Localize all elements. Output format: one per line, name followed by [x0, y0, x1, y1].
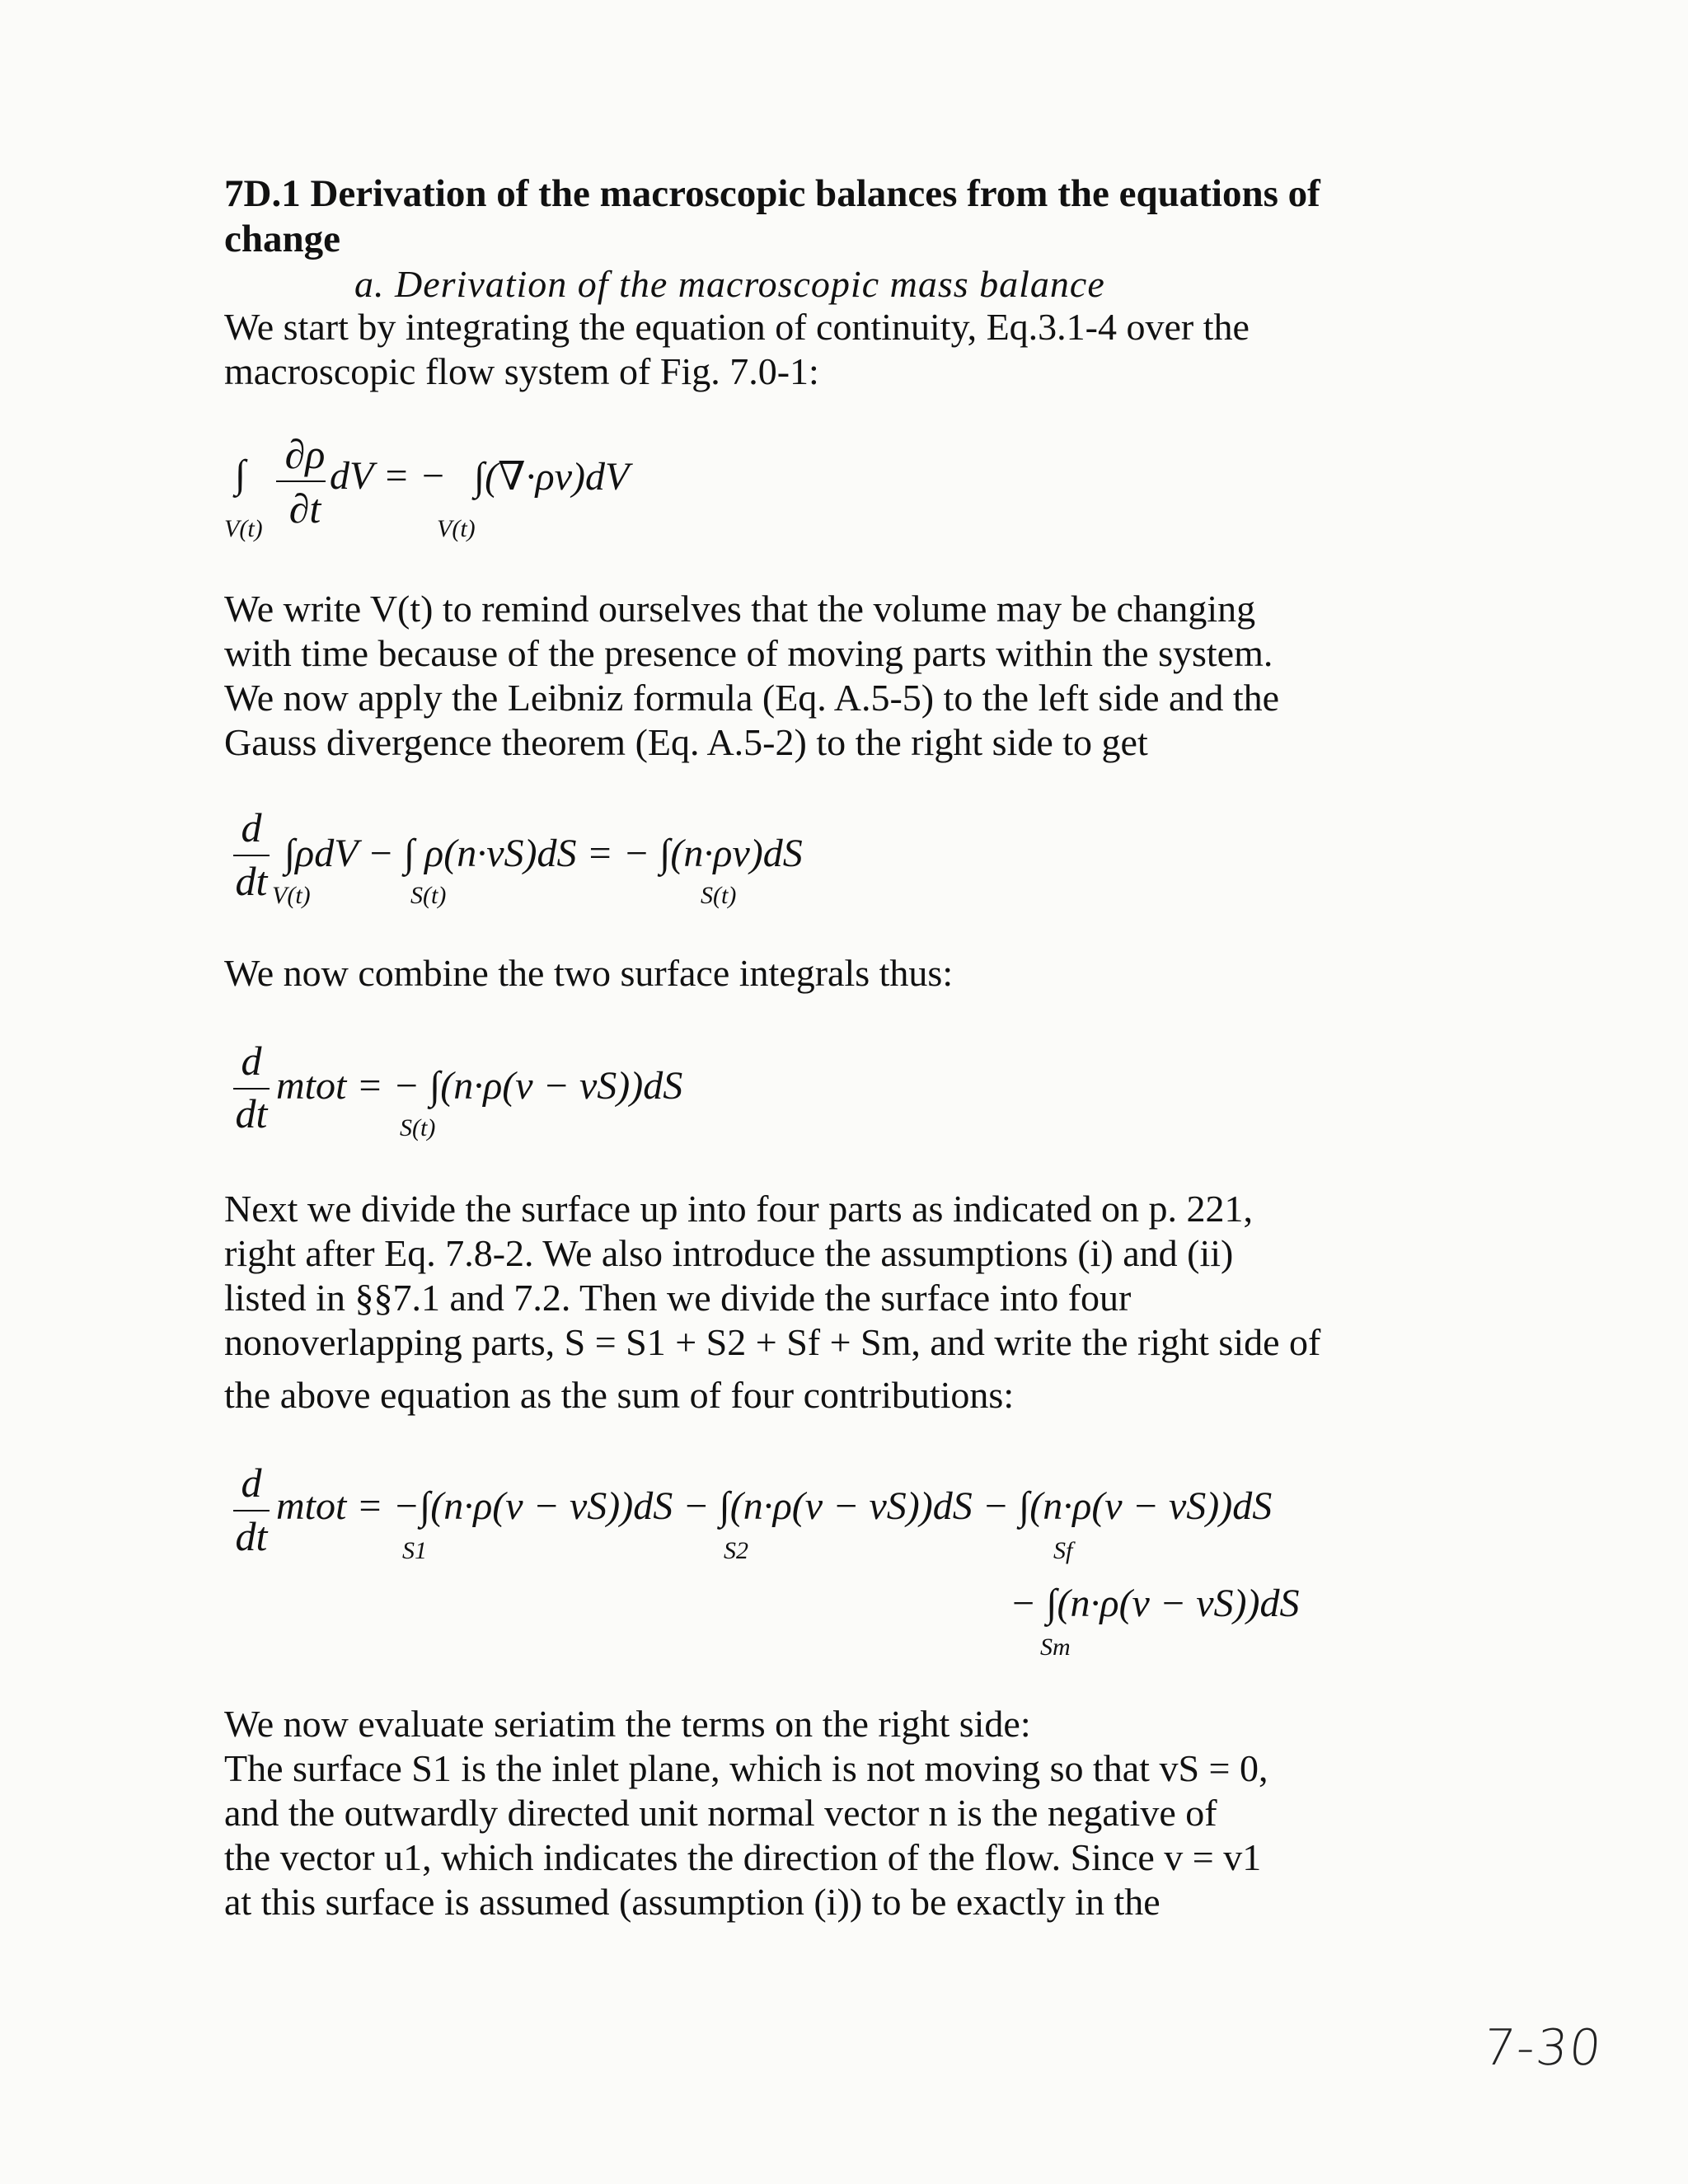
subsection-heading: a. Derivation of the macroscopic mass balance [354, 263, 1105, 305]
equation-1-integral: ∫ [235, 452, 246, 496]
equation-4-line-2: − ∫(n·ρ(v − vS))dS [1010, 1582, 1300, 1625]
paragraph-1 [224, 305, 1428, 394]
paragraph-2-line-2: with time because of the presence of moving parts within the system. [224, 632, 1273, 674]
equation-4-numerator: d [241, 1460, 262, 1506]
paragraph-4 [224, 1187, 1428, 1418]
equation-4-fraction-bar [233, 1510, 270, 1511]
handwritten-page-number: 7-30 [1480, 2019, 1606, 2077]
paragraph-2-line-1: We write V(t) to remind ourselves that the volume may be changing [224, 588, 1256, 630]
paragraph-4-line-4: nonoverlapping parts, S = S1 + S2 + Sf + Sm, and write the right side of [224, 1321, 1321, 1363]
paragraph-2-line-4: Gauss divergence theorem (Eq. A.5-2) to the right side to get [224, 721, 1148, 763]
paragraph-4-line-1: Next we divide the surface up into four parts as indicated on p. 221, [224, 1188, 1254, 1230]
equation-2-numerator: d [241, 804, 262, 851]
paragraph-1-line-2: macroscopic flow system of Fig. 7.0-1: [224, 350, 819, 392]
paragraph-5-line-1: We now evaluate seriatim the terms on the right side: [224, 1703, 1031, 1745]
equation-2-limit-2: S(t) [410, 882, 447, 909]
paragraph-3: We now combine the two surface integrals thus: [224, 952, 954, 994]
equation-4-limit-2: S2 [724, 1537, 748, 1564]
equation-3-body: mtot = − ∫(n·ρ(v − vS))dS [276, 1064, 683, 1108]
equation-3-denominator: dt [235, 1090, 268, 1137]
equation-1-middle: dV = − [330, 454, 447, 498]
paragraph-4-line-3: listed in §§7.1 and 7.2. Then we divide the surface into four [224, 1277, 1132, 1319]
equation-4-limit-1: S1 [402, 1537, 427, 1564]
paragraph-5-line-2: The surface S1 is the inlet plane, which is not moving so that vS = 0, [224, 1747, 1268, 1789]
equation-4-line-1: mtot = −∫(n·ρ(v − vS))dS − ∫(n·ρ(v − vS))dS − ∫(n·ρ(v − vS))dS [276, 1484, 1273, 1528]
equation-1-lower-limit-left: V(t) [224, 515, 263, 542]
paragraph-1-line-1: We start by integrating the equation of continuity, Eq.3.1-4 over the [224, 306, 1250, 348]
equation-1-rhs: ∫(∇·ρv)dV [474, 455, 630, 499]
section-heading-line-1: 7D.1 Derivation of the macroscopic balances from the equations of [224, 172, 1320, 215]
equation-1-numerator: ∂ρ [284, 431, 326, 477]
equation-1-fraction-bar [276, 480, 326, 482]
paragraph-5-line-4: the vector u1, which indicates the direction of the flow. Since v = v1 [224, 1836, 1262, 1878]
equation-4-limit-3: Sf [1053, 1537, 1073, 1564]
equation-3-numerator: d [241, 1038, 262, 1084]
section-heading-line-2: change [224, 218, 340, 260]
paragraph-2-line-3: We now apply the Leibniz formula (Eq. A.5-5) to the left side and the [224, 677, 1280, 719]
equation-2-limit-1: V(t) [272, 882, 311, 909]
equation-2-fraction-bar [233, 855, 270, 856]
equation-4-denominator: dt [235, 1513, 268, 1559]
paragraph-2 [224, 587, 1428, 765]
paragraph-5-line-5: at this surface is assumed (assumption (i)) to be exactly in the [224, 1881, 1160, 1923]
equation-3-limit: S(t) [400, 1114, 436, 1141]
paragraph-5-line-3: and the outwardly directed unit normal vector n is the negative of [224, 1792, 1217, 1834]
equation-1-lower-limit-right: V(t) [437, 515, 476, 542]
paragraph-4-line-5: the above equation as the sum of four contributions: [224, 1374, 1015, 1416]
equation-2-denominator: dt [235, 858, 268, 904]
equation-4-limit-4: Sm [1040, 1633, 1071, 1661]
equation-2-limit-3: S(t) [701, 882, 737, 909]
paragraph-5 [224, 1702, 1428, 1924]
equation-1-denominator: ∂t [288, 485, 321, 532]
equation-2-body: ∫ρdV − ∫ ρ(n·vS)dS = − ∫(n·ρv)dS [284, 832, 803, 875]
section-heading [224, 171, 1428, 262]
paragraph-4-line-2: right after Eq. 7.8-2. We also introduce the assumptions (i) and (ii) [224, 1232, 1234, 1274]
